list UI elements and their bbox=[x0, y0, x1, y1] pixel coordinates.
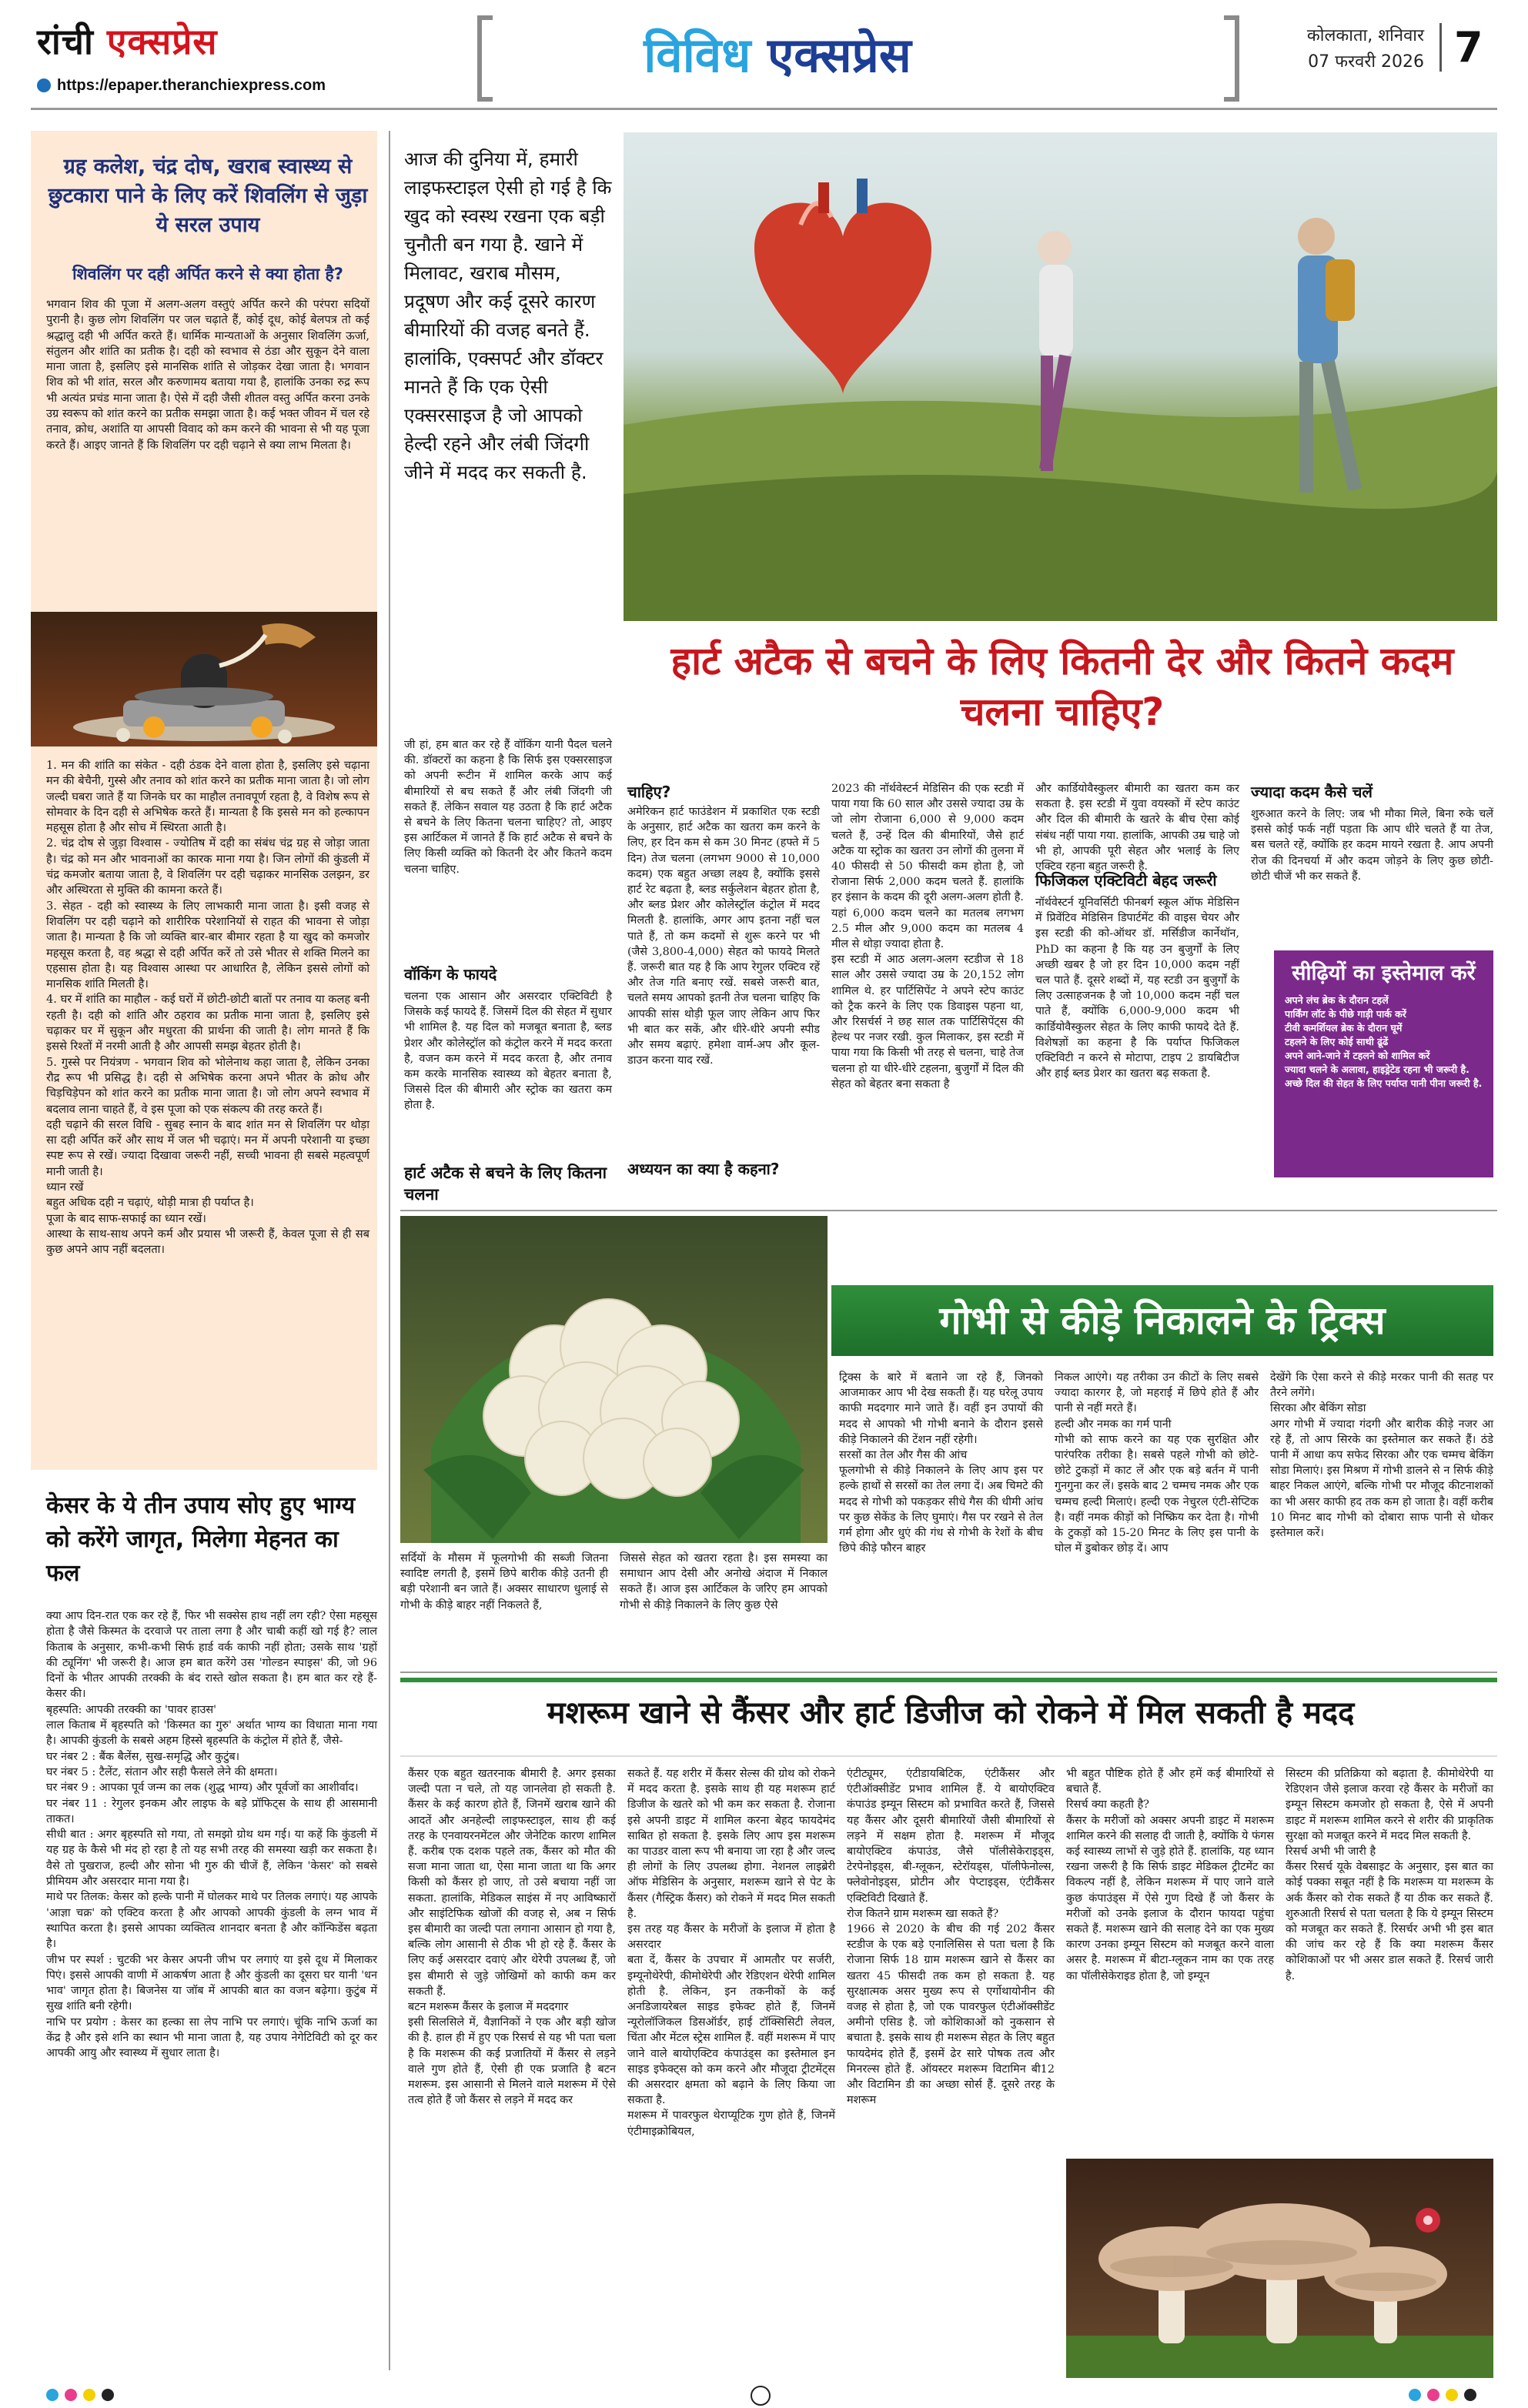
study-subhead: अध्ययन का क्या है कहना? bbox=[627, 1160, 780, 1178]
crosshair-icon bbox=[751, 2386, 771, 2406]
shiva-points: 1. मन की शांति का संकेत - दही ठंडक देने वाला होता है, इसलिए इसे चढ़ाना मन की बेचैनी, गुस्से और तनाव को शांत करने का प्रतीक माना जाता है। जो लोग जल्दी घबरा जाते हैं या जिनके घर का माहौल तनावपूर्ण रहता है, वे विशेष रूप से सोमवार के दिन दही से अभिषेक करते हैं। मान्यता है कि इससे मन को हल्कापन महसूस होता है और सोच में स्थिरता आती है। 2. चंद्र दोष से जुड़ा विश्वास - ज्योतिष में दही का संबंध चंद्र ग्रह से जोड़ा जाता है। चंद्र को मन और भावनाओं का कारक माना गया है। जिन लोगों की कुंडली में चंद्र कमजोर बताया जाता है, वे शिवलिंग पर दही चढ़ाकर मानसिक उलझन, डर और अस्थिरता से मुक्ति की कामना करते हैं। 3. सेहत - दही को स्वास्थ्य के लिए लाभकारी माना जाता है। इसी वजह से शिवलिंग पर दही चढ़ाने को शारीरिक परेशानियों से राहत की भावना से जोड़ा जाता है। मान्यता है कि जो व्यक्ति बार-बार बीमार रहता है या खुद को कमजोर महसूस करता है, वह श्रद्धा से दही अर्पित करें तो उसे भीतर से शक्ति मिलने का एहसास होता है। यह विश्वास आस्था पर आधारित है, लेकिन इससे लोगों को मानसिक शांति मिलती है। 4. घर में शांति का माहौल - कई घरों में छोटी-छोटी बातों पर तनाव या कलह बनी रहती है। दही को शांति और ठहराव का प्रतीक माना जाता है, इसलिए इसे चढ़ाकर घर में सुकून और मधुरता की प्रार्थना की जाती है। लोग मानते हैं कि इससे रिश्तों में नरमी आती है और आपसी समझ बेहतर होती है। 5. गुस्से पर नियंत्रण - भगवान शिव को भोलेनाथ कहा जाता है, लेकिन उनका रौद्र रूप भी प्रसिद्ध है। दही से अभिषेक करना अपने भीतर के क्रोध और चिड़चिड़ेपन को शांत करने का प्रतीक माना जाता है। जो लोग अपने स्वभाव में बदलाव लाना चाहते हैं, वे इस पूजा को एक संकल्प की तरह करते हैं। दही चढ़ाने की सरल विधि - सुबह स्नान के बाद शांत मन से शिवलिंग पर थोड़ा सा दही अर्पित करें और साथ में जल भी चढ़ाएं। मन में अपनी परेशानी या इच्छा स्पष्ट रूप से रखें। ज्यादा दिखावा जरूरी नहीं, सच्ची भावना ही सबसे महत्वपूर्ण मानी जाती है। ध्यान रखें बहुत अधिक दही न चढ़ाएं, थोड़ी मात्रा ही पर्याप्त है। पूजा के बाद साफ-सफाई का ध्यान रखें। आस्था के साथ-साथ अपने कर्म और प्रयास भी जरूरी हैं, केवल पूजा से ही सब कुछ अपने आप नहीं बदलता। bbox=[46, 759, 369, 1257]
kesar-body: क्या आप दिन-रात एक कर रहे हैं, फिर भी सक्सेस हाथ नहीं लग रही? ऐसा महसूस होता है जैसे किस्मत के दरवाजे पर ताला लगा है और चाबी कहीं खो गई है? लाल किताब के अनुसार, कभी-कभी सिर्फ हार्ड वर्क काफी नहीं होता; उसके साथ 'ग्रहों की ट्यूनिंग' भी जरूरी है। आज हम बात करेंगे उस 'गोल्डन स्पाइस' की, जो 96 दिनों के भीतर आपकी तरक्की के बंद रास्ते खोल सकता है। हम बात कर रहे हैं- केसर की। बृहस्पति: आपकी तरक्की का 'पावर हाउस' लाल किताब में बृहस्पति को 'किस्मत का गुरु' अर्थात भाग्य का विधाता माना गया है। आपकी कुंडली के सबसे अहम हिस्से बृहस्पति के कंट्रोल में होते हैं, जैसे- घर नंबर 2 : बैंक बैलेंस, सुख-समृद्धि और कुटुंब। घर नंबर 5 : टैलेंट, संतान और सही फैसले लेने की क्षमता। घर नंबर 9 : आपका पूर्व जन्म का लक (शुद्ध भाग्य) और पूर्वजों का आशीर्वाद। घर नंबर 11 : रेगुलर इनकम और लाइफ के बड़े प्रॉफिट्स के साथ ही आसमानी ताकत। सीधी बात : अगर बृहस्पति सो गया, तो समझो ग्रोथ थम गई। या कहें कि कुंडली में यह ग्रह के कैसे भी मंद हो रहा है तो यह सभी तरह की समस्या खड़ी कर सकता है। वैसे तो पुखराज, हल्दी और सोना भी गुरु की चीजें हैं, लेकिन 'केसर' को सबसे प्रीमियम और असरदार माना गया है। माथे पर तिलक: केसर को हल्के पानी में घोलकर माथे पर तिलक लगाएं। यह आपके 'आज्ञा चक्र' को एक्टिव करता है और आपको आपकी कुंडली के लग्न भाव में स्थापित करता है। इससे आपका व्यक्तित्व शानदार बनता है और कॉन्फिडेंस बढ़ता है। जीभ पर स्पर्श : चुटकी भर केसर अपनी जीभ पर लगाएं या इसे दूध में मिलाकर पिएं। इससे आपकी वाणी में आकर्षण आता है और कुंडली का दूसरा घर यानी 'धन भाव' जागृत होता है। बिजनेस या जॉब में आपकी बात का वजन बढ़ेगा। कुटुंब में सुख शांति बनी रहेगी। नाभि पर प्रयोग : केसर का हल्का सा लेप नाभि पर लगाएं। चूंकि नाभि ऊर्जा का केंद्र है और इसे शनि का स्थान भी माना जाता है, यह उपाय नेगेटिविटी को दूर कर आपकी आयु और स्वास्थ्य में सुधार लाता है। bbox=[46, 1610, 377, 2060]
heart-col1: जी हां, हम बात कर रहे हैं वॉकिंग यानी पैदल चलने की. डॉक्टरों का कहना है कि सिर्फ इस एक्सरसाइज को अपनी रूटीन में शामिल करके आप कई बीमारियों से बच सकते हैं और लंबी जिंदगी जी सकते हैं. लेकिन सवाल यह उठता है कि हार्ट अटैक से बचने के लिए कितना चलना चाहिए? तो, आइए इस आर्टिकल में जानते हैं कि हार्ट अटैक से बचने के लिए किसी व्यक्ति को कितनी देर और कितने कदम चलना चाहिए. bbox=[404, 739, 612, 876]
gobhi-col3: देखेंगे कि ऐसा करने से कीड़े मरकर पानी की सतह पर तैरने लगेंगे। सिरका और बेकिंग सोडा अगर गोभी में ज्यादा गंदगी और बारीक कीड़े नजर आ रहे हैं, तो आप सिरके का इस्तेमाल कर सकते हैं। ठंडे पानी में आधा कप सफेद सिरका और एक चम्मच बेकिंग सोडा मिलाएं। इस मिश्रण में गोभी डालने से न सिर्फ कीड़े बाहर निकल आएंगे, बल्कि गोभी पर मौजूद कीटनाशकों का भी असर काफी हद तक कम हो जाता है। वहीं करीब 10 मिनट बाद गोभी को दोबारा साफ पानी से धोकर इस्तेमाल करें। bbox=[1270, 1371, 1493, 1540]
heart-col1-b: चलना एक आसान और असरदार एक्टिविटी है जिसके कई फायदे हैं. जिसमें दिल की सेहत में सुधार भी शामिल है. यह दिल को मजबूत बनाता है, ब्लड प्रेशर और कोलेस्ट्रॉल को कंट्रोल करने में मदद करता है, वजन कम करने में मदद करता है, और तनाव कम करके मानसिक स्वास्थ्य को बेहतर बनाता है, जिससे दिल की बीमारी और स्ट्रोक का खतरा कम होता है. bbox=[404, 990, 612, 1112]
mushroom-photo bbox=[1066, 2159, 1493, 2378]
registration-dot bbox=[46, 2389, 59, 2401]
mushroom-col5: सिस्टम की प्रतिक्रिया को बढ़ाता है. कीमोथेरेपी या रेडिएशन जैसे इलाज करवा रहे कैंसर के मरीजों का इम्यून सिस्टम कमजोर हो सकता है, ऐसे में अपनी डाइट में मशरूम शामिल करने से शरीर की प्राकृतिक सुरक्षा को मजबूत करने में मदद मिल सकती है. रिसर्च अभी भी जारी है कैंसर रिसर्च यूके वेबसाइट के अनुसार, इस बात का कोई पक्का सबूत नहीं है कि मशरूम या मशरूम के अर्क कैंसर को रोक सकते हैं या ठीक कर सकते हैं. शुरुआती रिसर्च से पता चलता है कि ये इम्यून सिस्टम को मजबूत कर सकते हैं. रिसर्चर अभी भी इस बात की जांच कर रहे हैं कि क्या मशरूम कैंसर कोशिकाओं पर भी असर डाल सकते हैं. रिसर्च जारी है. bbox=[1286, 1768, 1493, 1982]
how-much-walk-subhead: हार्ट अटैक से बचने के लिए कितना चलना bbox=[404, 1164, 607, 1204]
heart-headline: हार्ट अटैक से बचने के लिए कितनी देर और कितने कदम चलना चाहिए? bbox=[670, 639, 1454, 734]
registration-dot bbox=[83, 2389, 95, 2401]
callout-title: सीढ़ियों का इस्तेमाल करें bbox=[1292, 961, 1476, 985]
gobhi-col0: सर्दियों के मौसम में फूलगोभी की सब्जी जितना स्वादिष्ट लगती है, इसमें छिपे बारीक कीड़े उतनी ही बड़ी परेशानी बन जाते हैं। अक्सर साधारण धुलाई से गोभी के कीड़े बाहर नहीं निकलते हैं, bbox=[400, 1552, 608, 1611]
left-bracket-decoration bbox=[477, 15, 493, 102]
walking-benefits-subhead: वॉकिंग के फायदे bbox=[404, 965, 497, 984]
registration-dot bbox=[1427, 2389, 1439, 2401]
shiva-headline: ग्रह कलेश, चंद्र दोष, खराब स्वास्थ्य से छुटकारा पाने के लिए करें शिवलिंग से जुड़ा ये सरल उपाय bbox=[48, 155, 368, 237]
shivling-photo bbox=[31, 612, 377, 746]
mushroom-col1: कैंसर एक बहुत खतरनाक बीमारी है. अगर इसका जल्दी पता न चले, तो यह जानलेवा हो सकती है. कैंसर के कई कारण होते हैं, जिनमें खराब खाने की आदतें और अनहेल्दी लाइफस्टाइल, साथ ही कई तरह के एनवायरनमेंटल और जेनेटिक कारण शामिल हैं. करीब एक दशक पहले तक, कैंसर को मौत की सजा माना जाता था, ऐसा माना जाता था कि अगर किसी को कैंसर हो जाए, तो उसे बचाया नहीं जा सकता. हालांकि, मेडिकल साइंस में नए आविष्कारों और साइंटिफिक खोजों की वजह से, अब न सिर्फ इस बीमारी का जल्दी पता लगाना आसान हो गया है, बल्कि लोग आसानी से ठीक भी हो रहे हैं. कैंसर के लिए कई असरदार दवाएं और थेरेपी उपलब्ध हैं, जो इस बीमारी से जुड़े जोखिमों को काफी कम कर सकती हैं. बटन मशरूम कैंसर के इलाज में मददगार इसी सिलसिले में, वैज्ञानिकों ने एक और बड़ी खोज की है. हाल ही में हुए एक रिसर्च से यह भी पता चला है कि मशरूम की कई प्रजातियों में कैंसर से लड़ने वाले गुण होते हैं, ऐसी ही एक प्रजाति है बटन मशरूम. इस आसानी से मिलने वाले मशरूम में ऐसे तत्व होते हैं जो कैंसर से लड़ने में मदद कर bbox=[408, 1768, 616, 2107]
heart-col4-b: नॉर्थवेस्टर्न यूनिवर्सिटी फीनबर्ग स्कूल ऑफ मेडिसिन में प्रिवेंटिव मेडिसिन डिपार्टमेंट की वाइस चेयर और इस स्टडी की को-ऑथर डॉ. मर्सिडीज कार्नेथॉन, PhD का कहना है कि यह उन बुजुर्गों के लिए अच्छी खबर है जो हर दिन 10,000 कदम नहीं चल पाते हैं. दूसरे शब्दों में, यह स्टडी उन बुजुर्गों के लिए उत्साहजनक है जो 10,000 कदम नहीं चल पाते हैं, क्योंकि 6,000-9,000 कदम भी कार्डियोवैस्कुलर सेहत के लिए काफी फायदे देते हैं. विशेषज्ञों का कहना है कि पर्याप्त फिजिकल एक्टिविटी न करने से मोटापा, टाइप 2 डायबिटीज और हाई ब्लड प्रेशर का खतरा बढ़ सकता है. bbox=[1035, 897, 1239, 1080]
mushroom-illustration bbox=[1066, 2159, 1493, 2378]
heart-graphic bbox=[754, 179, 931, 394]
mushroom-headline: मशरूम खाने से कैंसर और हार्ट डिजीज को रोकने में मिल सकती है मदद bbox=[547, 1695, 1355, 1731]
registration-dot bbox=[102, 2389, 114, 2401]
heart-intro-large: आज की दुनिया में, हमारी लाइफस्टाइल ऐसी हो गई है कि खुद को स्वस्थ रखना एक बड़ी चुनौती बन गया है. खाने में मिलावट, खराब मौसम, प्रदूषण और कई दूसरे कारण बीमारियों की वजह बनते हैं. हालांकि, एक्सपर्ट और डॉक्टर मानते हैं कि एक ऐसी एक्सरसाइज है जो आपको हेल्दी रहने और लंबी जिंदगी जीने में मदद कर सकती है. bbox=[404, 148, 612, 483]
shiva-intro: भगवान शिव की पूजा में अलग-अलग वस्तुएं अर्पित करने की परंपरा सदियों पुरानी है। कुछ लोग शिवलिंग पर जल चढ़ाते हैं, कोई दूध, कोई बेलपत्र तो कई श्रद्धालु दही भी अर्पित करते हैं। धार्मिक मान्यताओं के अनुसार शिवलिंग ऊर्जा, संतुलन और शांति का प्रतीक है। दही को स्वभाव से ठंडा और सुकून देने वाला माना जाता है, इसलिए इसे मानसिक शांति से जोड़कर देखा जाता है। भगवान शिव को भी शांत, सरल और करुणामय बताया गया है, हालांकि उनका रुद्र रूप भी अत्यंत प्रचंड माना जाता है। ऐसे में दही जैसी शीतल वस्तु अर्पित करना उनके उग्र स्वरूप को शांत करने का प्रतीक समझा जाता है। कई भक्त जीवन में चल रहे तनाव, क्रोध, अशांति या आपसी विवाद को कम करने की भावना से भी यह पूजा करते हैं। आइए जानते हैं कि शिवलिंग पर दही चढ़ाने से क्या लाभ मिलता है। bbox=[46, 298, 369, 452]
print-registration-strip bbox=[0, 2384, 1528, 2408]
right-bracket-decoration bbox=[1224, 15, 1239, 102]
more-steps-subhead: ज्यादा कदम कैसे चलें bbox=[1251, 783, 1373, 801]
registration-dot bbox=[1409, 2389, 1421, 2401]
gobhi-headline-band: गोभी से कीड़े निकालने के ट्रिक्स bbox=[831, 1285, 1493, 1356]
mushroom-col3: एंटीट्यूमर, एंटीडायबिटिक, एंटीकैंसर और एंटीऑक्सीडेंट प्रभाव शामिल हैं. ये बायोएक्टिव कंपाउंड इम्यून सिस्टम को प्रभावित करते हैं, जिससे यह कैंसर और दूसरी बीमारियों जैसी बीमारियों से लड़ने में सक्षम होता है. मशरूम में मौजूद बायोएक्टिव कंपाउंड, जैसे पॉलीसेकेराइड्स, टेरपेनोइड्स, बी-ग्लूकन, स्टेरॉयड्स, पॉलीफेनोल्स, फ्लेवोनोइड्स, प्रोटीन और पेप्टाइड्स, एंटीकैंसर एक्टिविटी दिखाते हैं. रोज कितने ग्राम मशरूम खा सकते हैं? 1966 से 2020 के बीच की गई 202 कैंसर स्टडीज के एक बड़े एनालिसिस से पता चला है कि रोजाना सिर्फ 18 ग्राम मशरूम खाने से कैंसर का खतरा 45 फीसदी तक कम हो सकता है. यह सुरक्षात्मक असर मुख्य रूप से एर्गोथायोनीन की वजह से होता है, जो एक पावरफुल एंटीऑक्सीडेंट अमीनो एसिड है. जो कोशिकाओं को नुकसान से बचाता है. इसके साथ ही मशरूम सेहत के लिए बहुत फायदेमंद होते हैं, इसमें ढेर सारे पोषक तत्व और मिनरल्स होते हैं. ऑयस्टर मशरूम विटामिन बी12 और विटामिन डी का अच्छा सोर्स हैं. दूसरे तरह के मशरूम bbox=[847, 1768, 1055, 2107]
mushroom-headline-box bbox=[400, 1678, 1497, 1751]
heart-col4: और कार्डियोवैस्कुलर बीमारी का खतरा कम कर सकता है. इस स्टडी में युवा वयस्कों में स्टेप काउंट और दिल की बीमारी के खतरे के बीच ऐसा कोई संबंध नहीं पाया गया. हालांकि, आपकी उम्र चाहे जो भी हो, आपकी पूरी सेहत और भलाई के लिए एक्टिव रहना बहुत जरूरी है. bbox=[1035, 783, 1239, 873]
stairs-callout-box bbox=[1274, 950, 1493, 1177]
column-rule-left bbox=[389, 131, 390, 2370]
heart-col2: अमेरिकन हार्ट फाउंडेशन में प्रकाशित एक स्टडी के अनुसार, हार्ट अटैक का खतरा कम करने के लिए, हर दिन कम से कम 30 मिनट (हफ्ते में 5 दिन) तेज चलना (लगभग 9000 से 10,000 कदम) एक बहुत अच्छा लक्ष्य है, क्योंकि इससे हार्ट रेट बढ़ता है, ब्लड सर्कुलेशन बेहतर होता है, और ब्लड प्रेशर और कोलेस्ट्रॉल कंट्रोल में मदद मिलती है. हालांकि, अगर आप इतना नहीं चल पाते हैं, तो कम कदमों से शुरू करने पर भी (जैसे 3,800-4,000) सेहत को फायदे मिलते हैं. जरूरी बात यह है कि आप रेगुलर एक्टिव रहें और तेज गति बनाए रखें. सबसे जरूरी बात, चलते समय आपको इतनी तेज चलना चाहिए कि आपकी सांस थोड़ी फूल जाए लेकिन आप फिर भी बात कर सकें, और धीरे-धीरे अपनी स्पीड और समय बढ़ाएं. हमेशा वार्म-अप और कूल-डाउन करना याद रखें. bbox=[627, 806, 820, 1067]
section-title: विविध एक्सप्रेस bbox=[644, 27, 911, 83]
masthead bbox=[0, 0, 1528, 109]
dateline: कोलकाता, शनिवार 07 फरवरी 2026 bbox=[1306, 26, 1424, 72]
physical-activity-subhead: फिजिकल एक्टिविटी बेहद जरूरी bbox=[1035, 871, 1217, 890]
mushroom-col2: सकते हैं. यह शरीर में कैंसर सेल्स की ग्रोथ को रोकने में मदद करता है. इसके साथ ही यह मशरूम हार्ट डिजीज के खतरे को भी कम कर सकता है. रोजाना इसे अपनी डाइट में शामिल करना बेहद फायदेमंद साबित हो सकता है. इसके लिए आप इस मशरूम का पाउडर वाला रूप भी बनाया जा रहा है और जल्द ही लोगों के लिए उपलब्ध होगा. नेशनल लाइब्रेरी ऑफ मेडिसिन के अनुसार, मशरूम खाने से पेट के कैंसर (गैस्ट्रिक कैंसर) को रोकने में मदद मिल सकती है. इस तरह यह कैंसर के मरीजों के इलाज में होता है असरदार बता दें, कैंसर के उपचार में आमतौर पर सर्जरी, इम्यूनोथेरेपी, कीमोथेरेपी और रेडिएशन थेरेपी शामिल होती है. लेकिन, इन तकनीकों के कई अनडिजायरेबल साइड इफेक्ट होते हैं, जिनमें न्यूरोलॉजिकल डिसऑर्डर, हाई टॉक्सिसिटी लेवल, चिंता और मेंटल स्ट्रेस शामिल हैं. वहीं मशरूम में पाए जाने वाले बायोएक्टिव कंपाउंड्स का इस्तेमाल इन साइड इफेक्ट्स को कम करने और मौजूदा ट्रीटमेंट्स की असरदार क्षमता को बढ़ाने के लिए किया जा सकता है. मशरूम में पावरफुल थेराप्यूटिक गुण होते हैं, जिनमें एंटीमाइक्रोबियल, bbox=[627, 1768, 835, 2138]
globe-icon bbox=[37, 78, 51, 92]
callout-items: अपने लंच ब्रेक के दौरान टहलें पार्किंग लॉट के पीछे गाड़ी पार्क करें टीवी कमर्शियल ब्रेक के दौरान घूमें टहलने के लिए कोई साथी ढूंढें अपने आने-जाने में टहलने को शामिल करें ज्यादा चलने के अलावा, हाइड्रेटेड रहना भी जरूरी है. अच्छे दिल की सेहत के लिए पर्याप्त पानी पीना जरूरी है. bbox=[1285, 994, 1483, 1089]
masthead-rule bbox=[31, 108, 1497, 110]
page-number: 7 bbox=[1439, 23, 1483, 72]
registration-dot bbox=[1446, 2389, 1458, 2401]
registration-dot bbox=[1464, 2389, 1476, 2401]
shivling-icon bbox=[31, 612, 377, 746]
kesar-headline: केसर के ये तीन उपाय सोए हुए भाग्य को करेंगे जागृत, मिलेगा मेहनत का फल bbox=[46, 1492, 356, 1587]
heart-col2-q: चाहिए? bbox=[627, 783, 671, 801]
cauliflower-illustration bbox=[400, 1216, 828, 1543]
epaper-url[interactable]: https://epaper.theranchiexpress.com bbox=[37, 77, 326, 95]
gobhi-col1: ट्रिक्स के बारे में बताने जा रहे हैं, जिनको आजमाकर आप भी देख सकती हैं। यह घरेलू उपाय काफी मददगार माने जाते हैं। वहीं इन उपायों की मदद से आपको भी गोभी बनाने के दौरान इससे कीड़े निकालने की टेंशन नहीं रहेगी। सरसों का तेल और गैस की आंच फूलगोभी से कीड़े निकालने के लिए आप इस पर हल्के हाथों से सरसों का तेल लगा दें। अब चिमटे की मदद से गोभी को पकड़कर सीधे गैस की धीमी आंच पर कुछ सेकेंड के लिए घुमाएं। गैस पर रखने से तेल गर्म होगा और धुएं की गंध से गोभी के रेशों के बीच छिपे कीड़े फौरन बाहर bbox=[839, 1371, 1043, 1555]
heart-col3: 2023 की नॉर्थवेस्टर्न मेडिसिन की एक स्टडी में पाया गया कि 60 साल और उससे ज्यादा उम्र के जो लोग रोजाना 6,000 से 9,000 कदम चलते हैं, उन्हें दिल की बीमारियों, जैसे हार्ट अटैक या स्ट्रोक का खतरा उन लोगों की तुलना में 40 फीसदी से 50 फीसदी कम होता है, जो रोजाना सिर्फ 2,000 कदम चलते हैं. हालांकि हर इंसान के कदम की दूरी अलग-अलग होती है. यहां 6,000 कदम चलने का मतलब लगभग 2.5 मील और 9,000 कदम का मतलब 4 मील से थोड़ा ज्यादा होता है. इस स्टडी में आठ अलग-अलग स्टडीज से 18 साल और उससे ज्यादा उम्र के 20,152 लोग शामिल थे. हर पार्टिसिपेंट ने अपने स्टेप काउंट को ट्रैक करने के लिए एक डिवाइस पहना था, और रिसर्चर्स ने छह साल तक पार्टिसिपेंट्स की हेल्थ पर नजर रखी. कुल मिलाकर, इस स्टडी में पाया गया कि किसी भी तरह से चलना, चाहे तेज चलना हो या धीरे-धीरे टहलना, बुजुर्गों में दिल की सेहत को बेहतर बना सकता है bbox=[831, 783, 1024, 1090]
section-rule-2 bbox=[400, 1672, 1497, 1673]
registration-dot bbox=[65, 2389, 77, 2401]
newspaper-logo: रांची एक्सप्रेस bbox=[37, 21, 218, 62]
section-rule-1 bbox=[400, 1210, 1497, 1211]
shiva-subheadline: शिवलिंग पर दही अर्पित करने से क्या होता है? bbox=[72, 265, 343, 283]
gobhi-col0b: जिससे सेहत को खतरा रहता है। इस समस्या का समाधान आप देसी और अनोखे अंदाज में निकाल सकते हैं। आज इस आर्टिकल के जरिए हम आपको गोभी से कीड़े निकालने के लिए कुछ ऐसे bbox=[620, 1552, 828, 1611]
hikers-illustration bbox=[624, 132, 1497, 621]
cauliflower-photo bbox=[400, 1216, 828, 1543]
mushroom-col4: भी बहुत पौष्टिक होते हैं और हमें कई बीमारियों से बचाते हैं. रिसर्च क्या कहती है? कैंसर के मरीजों को अक्सर अपनी डाइट में मशरूम शामिल करने की सलाह दी जाती है, क्योंकि ये फंगस कई स्वास्थ्य लाभों से जुड़े होते हैं. हालांकि, यह ध्यान रखना जरूरी है कि सिर्फ डाइट मेडिकल ट्रीटमेंट का विकल्प नहीं है, लेकिन मशरूम में पाए जाने वाले कुछ कंपाउंड्स में ऐसे गुण दिखे हैं जो कैंसर के मरीजों को उनके इलाज के दौरान फायदा पहुंचा सकते हैं. मशरूम खाने की सलाह देने का एक मुख्य कारण उनका इम्यून सिस्टम को मजबूत करने वाला असर है. मशरूम में बीटा-ग्लूकन नाम का एक तरह का पॉलीसेकेराइड होता है, जो इम्यून bbox=[1066, 1768, 1274, 1982]
gobhi-col2: निकल आएंगे। यह तरीका उन कीटों के लिए सबसे ज्यादा कारगर है, जो महराई में छिपे होते हैं और पानी से नहीं मरते हैं। हल्दी और नमक का गर्म पानी गोभी को साफ करने का यह एक सुरक्षित और पारंपरिक तरीका है। सबसे पहले गोभी को छोटे-छोटे टुकड़ों में काट लें और एक बड़े बर्तन में पानी गुनगुना कर लें। इसके बाद 2 चम्मच नमक और एक चम्मच हल्दी मिलाएं। हल्दी एक नेचुरल एंटी-सेप्टिक है। वहीं नमक कीड़ों को निष्क्रिय कर देता है। गोभी के टुकड़ों को 15-20 मिनट के लिए इस पानी के घोल में डुबोकर छोड़ दें। आप bbox=[1055, 1371, 1259, 1555]
walking-couple-photo bbox=[624, 132, 1497, 621]
heart-col5: शुरुआत करने के लिए: जब भी मौका मिले, बिना रुके चलें इससे कोई फर्क नहीं पड़ता कि आप धीरे चलते हैं या तेज, बस चलते रहें, क्योंकि हर कदम मायने रखता है. आप अपनी रोज की दिनचर्या में और कदम जोड़ने के लिए कुछ छोटी-छोटी चीजें भी कर सकते हैं. bbox=[1251, 808, 1493, 883]
